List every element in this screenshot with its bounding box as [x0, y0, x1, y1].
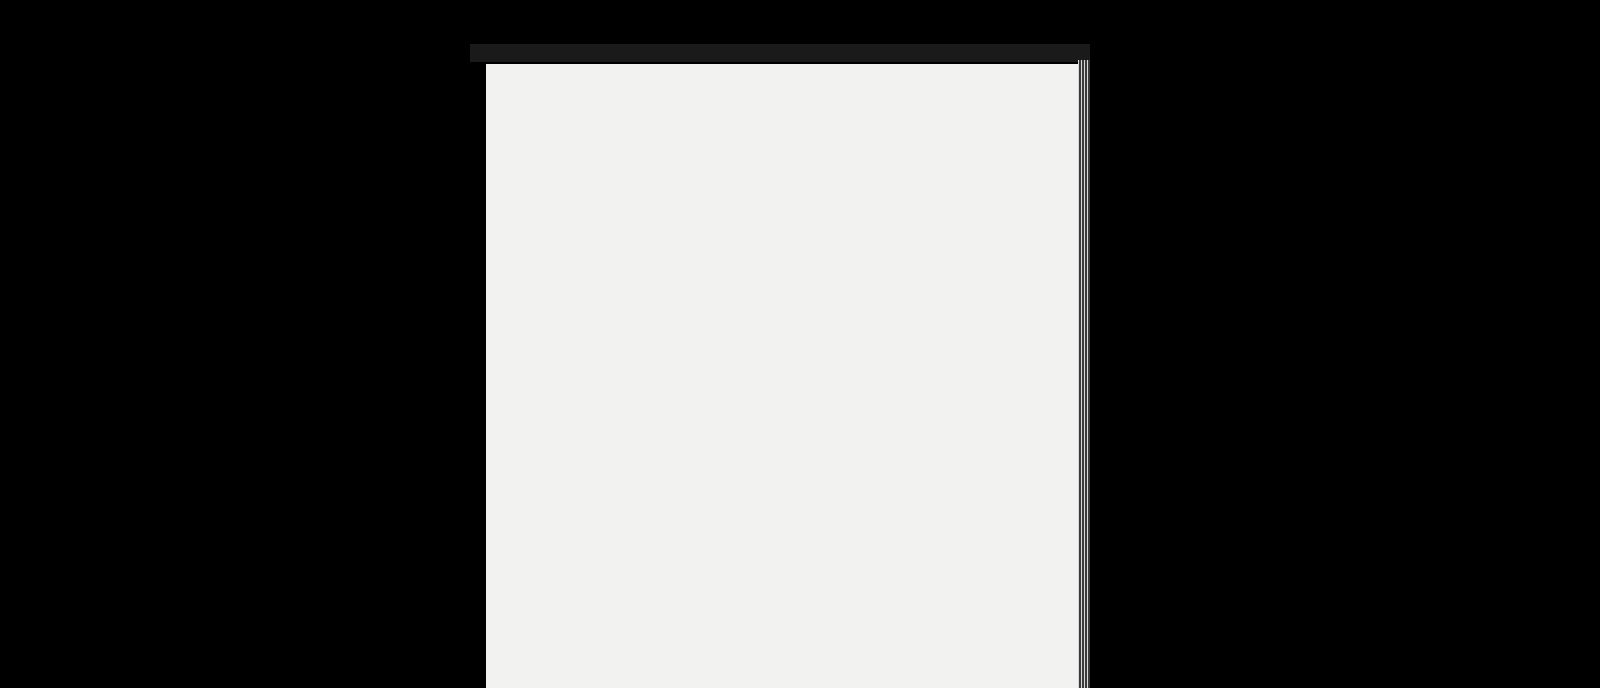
- page-stack-shadow: [470, 44, 1090, 62]
- census-sheet: [486, 64, 1078, 688]
- form-ruling: [486, 64, 1078, 688]
- page-stack-edge: [1078, 60, 1090, 688]
